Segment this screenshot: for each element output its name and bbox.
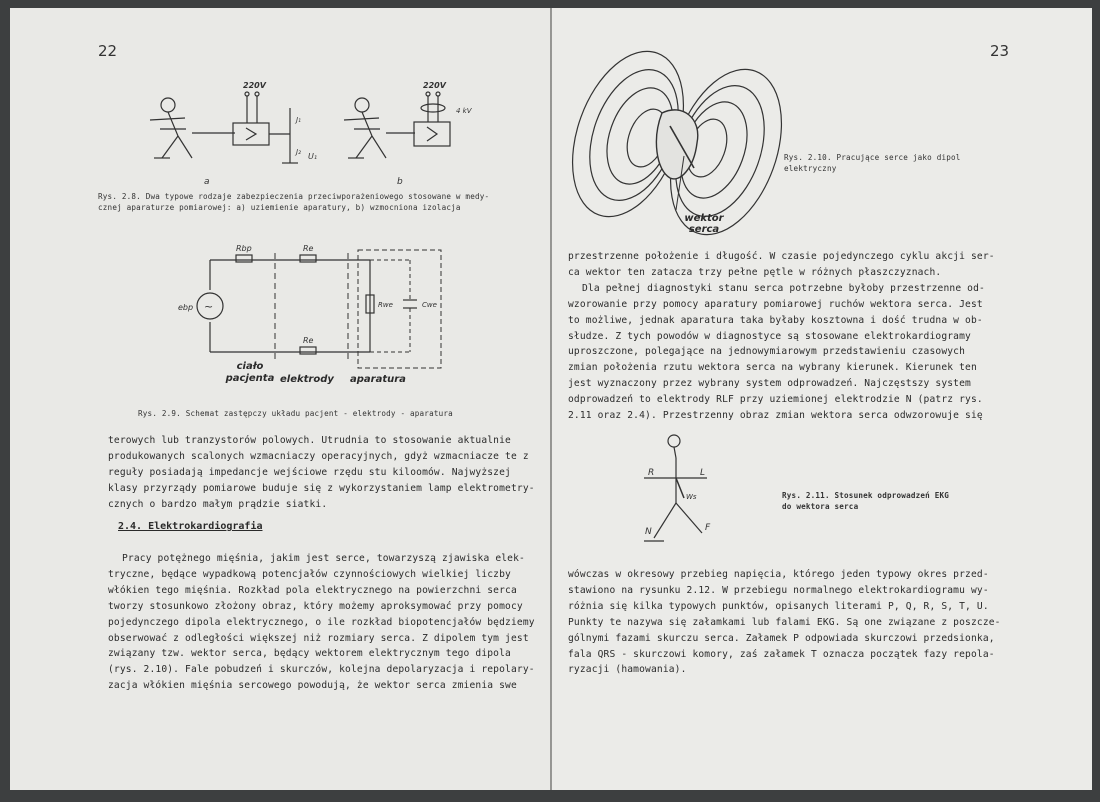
text-line: Pracy potężnego mięśnia, jakim jest serce, towarzyszą zjawiska elek-	[122, 553, 525, 564]
lead-label-f: F	[705, 523, 711, 533]
text-line: produkowanych scalonych wzmacniaczy operacyjnych, gdyż wzmacniacze te z	[108, 450, 529, 462]
isolation-voltage-label: 4 kV	[456, 107, 472, 115]
svg-text:~: ~	[204, 300, 214, 313]
label-re-top: Re	[303, 244, 314, 253]
text-line: wówczas w okresowy przebieg napięcia, którego jeden typowy okres przed-	[568, 569, 989, 580]
lead-label-r: R	[648, 468, 655, 478]
figure-label-a: a	[204, 177, 210, 187]
text-line: uproszczone, polegające na jednowymiarowym przedstawieniu czasowych	[568, 346, 966, 358]
left-paragraph-1	[108, 433, 535, 513]
caption-fig-2-11	[782, 490, 1032, 512]
page-number-left: 22	[98, 42, 118, 60]
right-paragraph-2	[568, 567, 1001, 678]
current-label-a2: J₂	[296, 148, 301, 156]
text-line: 2.11 oraz 2.4). Przestrzenny obraz zmian wektora serca odwzorowuje się	[568, 410, 983, 422]
text-line: ryzacji (hamowania).	[568, 664, 687, 676]
caption-fig-2-9: Rys. 2.9. Schemat zastępczy układu pacjent - elektrody - aparatura	[138, 409, 453, 418]
label-apparatus: aparatura	[350, 374, 406, 385]
text-line: obserwować z odległości większej niż rozmiary serca. Z dipolem tym jest	[108, 632, 529, 644]
label-rwe: Rwe	[378, 301, 393, 309]
current-label-a1: J₁	[296, 116, 301, 124]
left-page	[10, 8, 550, 790]
text-line: to możliwe, jednak aparatura taka byłaby kosztowna i dość trudna w ob-	[568, 314, 983, 326]
text-line: zmian położenia rzutu wektora serca na wybrany kierunek. Kierunek ten	[568, 362, 977, 374]
right-page	[552, 8, 1092, 790]
section-heading: 2.4. Elektrokardiografia	[118, 521, 263, 532]
voltage-label-b: 220V	[423, 81, 446, 90]
text-line: zacja włókien mięśnia sercowego powodują, że wektor serca zmienia swe	[108, 680, 517, 692]
resistor-re-bottom	[300, 347, 316, 354]
text-line: reguły posiadają impedancje wejściowe rzędu stu kiloomów. Najwyższej	[108, 466, 511, 478]
page-number-right: 23	[990, 42, 1010, 60]
figure-2-11	[552, 8, 852, 568]
text-line: wzorowanie przy pomocy aparatury pomiarowej ruchów wektora serca. Jest	[568, 298, 983, 310]
text-line: różnia się kilka typowych punktów, opisanych literami P, Q, R, S, T, U.	[568, 600, 989, 612]
label-ws: Ws	[686, 493, 697, 501]
label-heart-vector: wektor serca	[684, 213, 724, 235]
text-line: słudze. Z tych powodów w diagnostyce są stosowane elektrokardiogramy	[568, 330, 971, 342]
text-line: włókien tego mięśnia. Rozkład pola elektrycznego na powierzchni serca	[108, 584, 517, 596]
text-line: gólnymi fazami skurczu serca. Załamek P odpowiada skurczowi przedsionka,	[568, 632, 995, 644]
text-line: stawiono na rysunku 2.12. W przebiegu normalnego elektrokardiogramu wy-	[568, 584, 989, 596]
text-line: Dla pełnej diagnostyki stanu serca potrzebne byłoby przestrzenne od-	[582, 282, 985, 294]
figure-label-b: b	[397, 177, 403, 187]
caption-line: Rys. 2.11. Stosunek odprowadzeń EKG	[782, 491, 950, 500]
text-line: klasy przyrządy pomiarowe buduje się z wykorzystaniem lamp elektrometry-	[108, 482, 535, 494]
voltage-u-label: U₁	[308, 152, 318, 161]
text-line: Punkty te nazywa się załamkami lub falami EKG. Są one związane z poszcze-	[568, 616, 1001, 628]
text-line: ca wektor ten zatacza trzy pełne pętle w różnych płaszczyznach.	[568, 266, 942, 278]
figure-2-9	[10, 8, 550, 408]
text-line: (rys. 2.10). Fale pobudzeń i skurczów, kolejna depolaryzacja i repolary-	[108, 664, 535, 676]
text-line: cznych o bardzo małym prądzie siatki.	[108, 498, 328, 510]
text-line: przestrzenne położenie i długość. W czasie pojedynczego cyklu akcji ser-	[568, 251, 995, 262]
left-paragraph-2	[108, 551, 535, 694]
label-rbp: Rbp	[236, 244, 252, 253]
caption-line: cznej aparaturze pomiarowej: a) uziemienie aparatury, b) wzmocniona izolacja	[98, 203, 461, 212]
label-electrodes: elektrody	[280, 374, 334, 385]
caption-line: do wektora serca	[782, 502, 859, 511]
resistor-rbp	[236, 255, 252, 262]
text-line: jest wyznaczony przez wybrany system odprowadzeń. Najczęstszy system	[568, 378, 971, 390]
label-re-bottom: Re	[303, 336, 314, 345]
text-line: tworzy stosunkowo złożony obraz, który możemy aproksymować przy pomocy	[108, 600, 523, 612]
caption-line: elektryczny	[784, 164, 837, 173]
text-line: związany tzw. wektor serca, będący wektorem elektrycznym tego dipola	[108, 648, 511, 660]
caption-line: Rys. 2.10. Pracujące serce jako dipol	[784, 153, 961, 162]
text-line: pojedynczego dipola elektrycznego, o ile rozkład biopotencjałów będziemy	[108, 616, 535, 628]
voltage-label-a: 220V	[243, 81, 266, 90]
label-cwe: Cwe	[422, 301, 437, 309]
text-line: odprowadzeń to elektrody RLF przy uziemionej elektrodzie N (patrz rys.	[568, 394, 983, 406]
lead-label-n: N	[645, 527, 652, 537]
text-line: terowych lub tranzystorów polowych. Utrudnia to stosowanie aktualnie	[108, 435, 511, 446]
text-line: fala QRS - skurczowi komory, zaś załamek T oznacza początek fazy repola-	[568, 648, 995, 660]
label-ebp: ebp	[178, 303, 194, 312]
text-line: tryczne, będące wypadkową potencjałów czynnościowych wielkiej liczby	[108, 568, 511, 580]
caption-line: Rys. 2.8. Dwa typowe rodzaje zabezpieczenia przeciwporażeniowego stosowane w medy-	[98, 192, 490, 201]
label-body: ciało pacjenta	[225, 361, 275, 384]
resistor-re-top	[300, 255, 316, 262]
lead-label-l: L	[700, 468, 706, 478]
